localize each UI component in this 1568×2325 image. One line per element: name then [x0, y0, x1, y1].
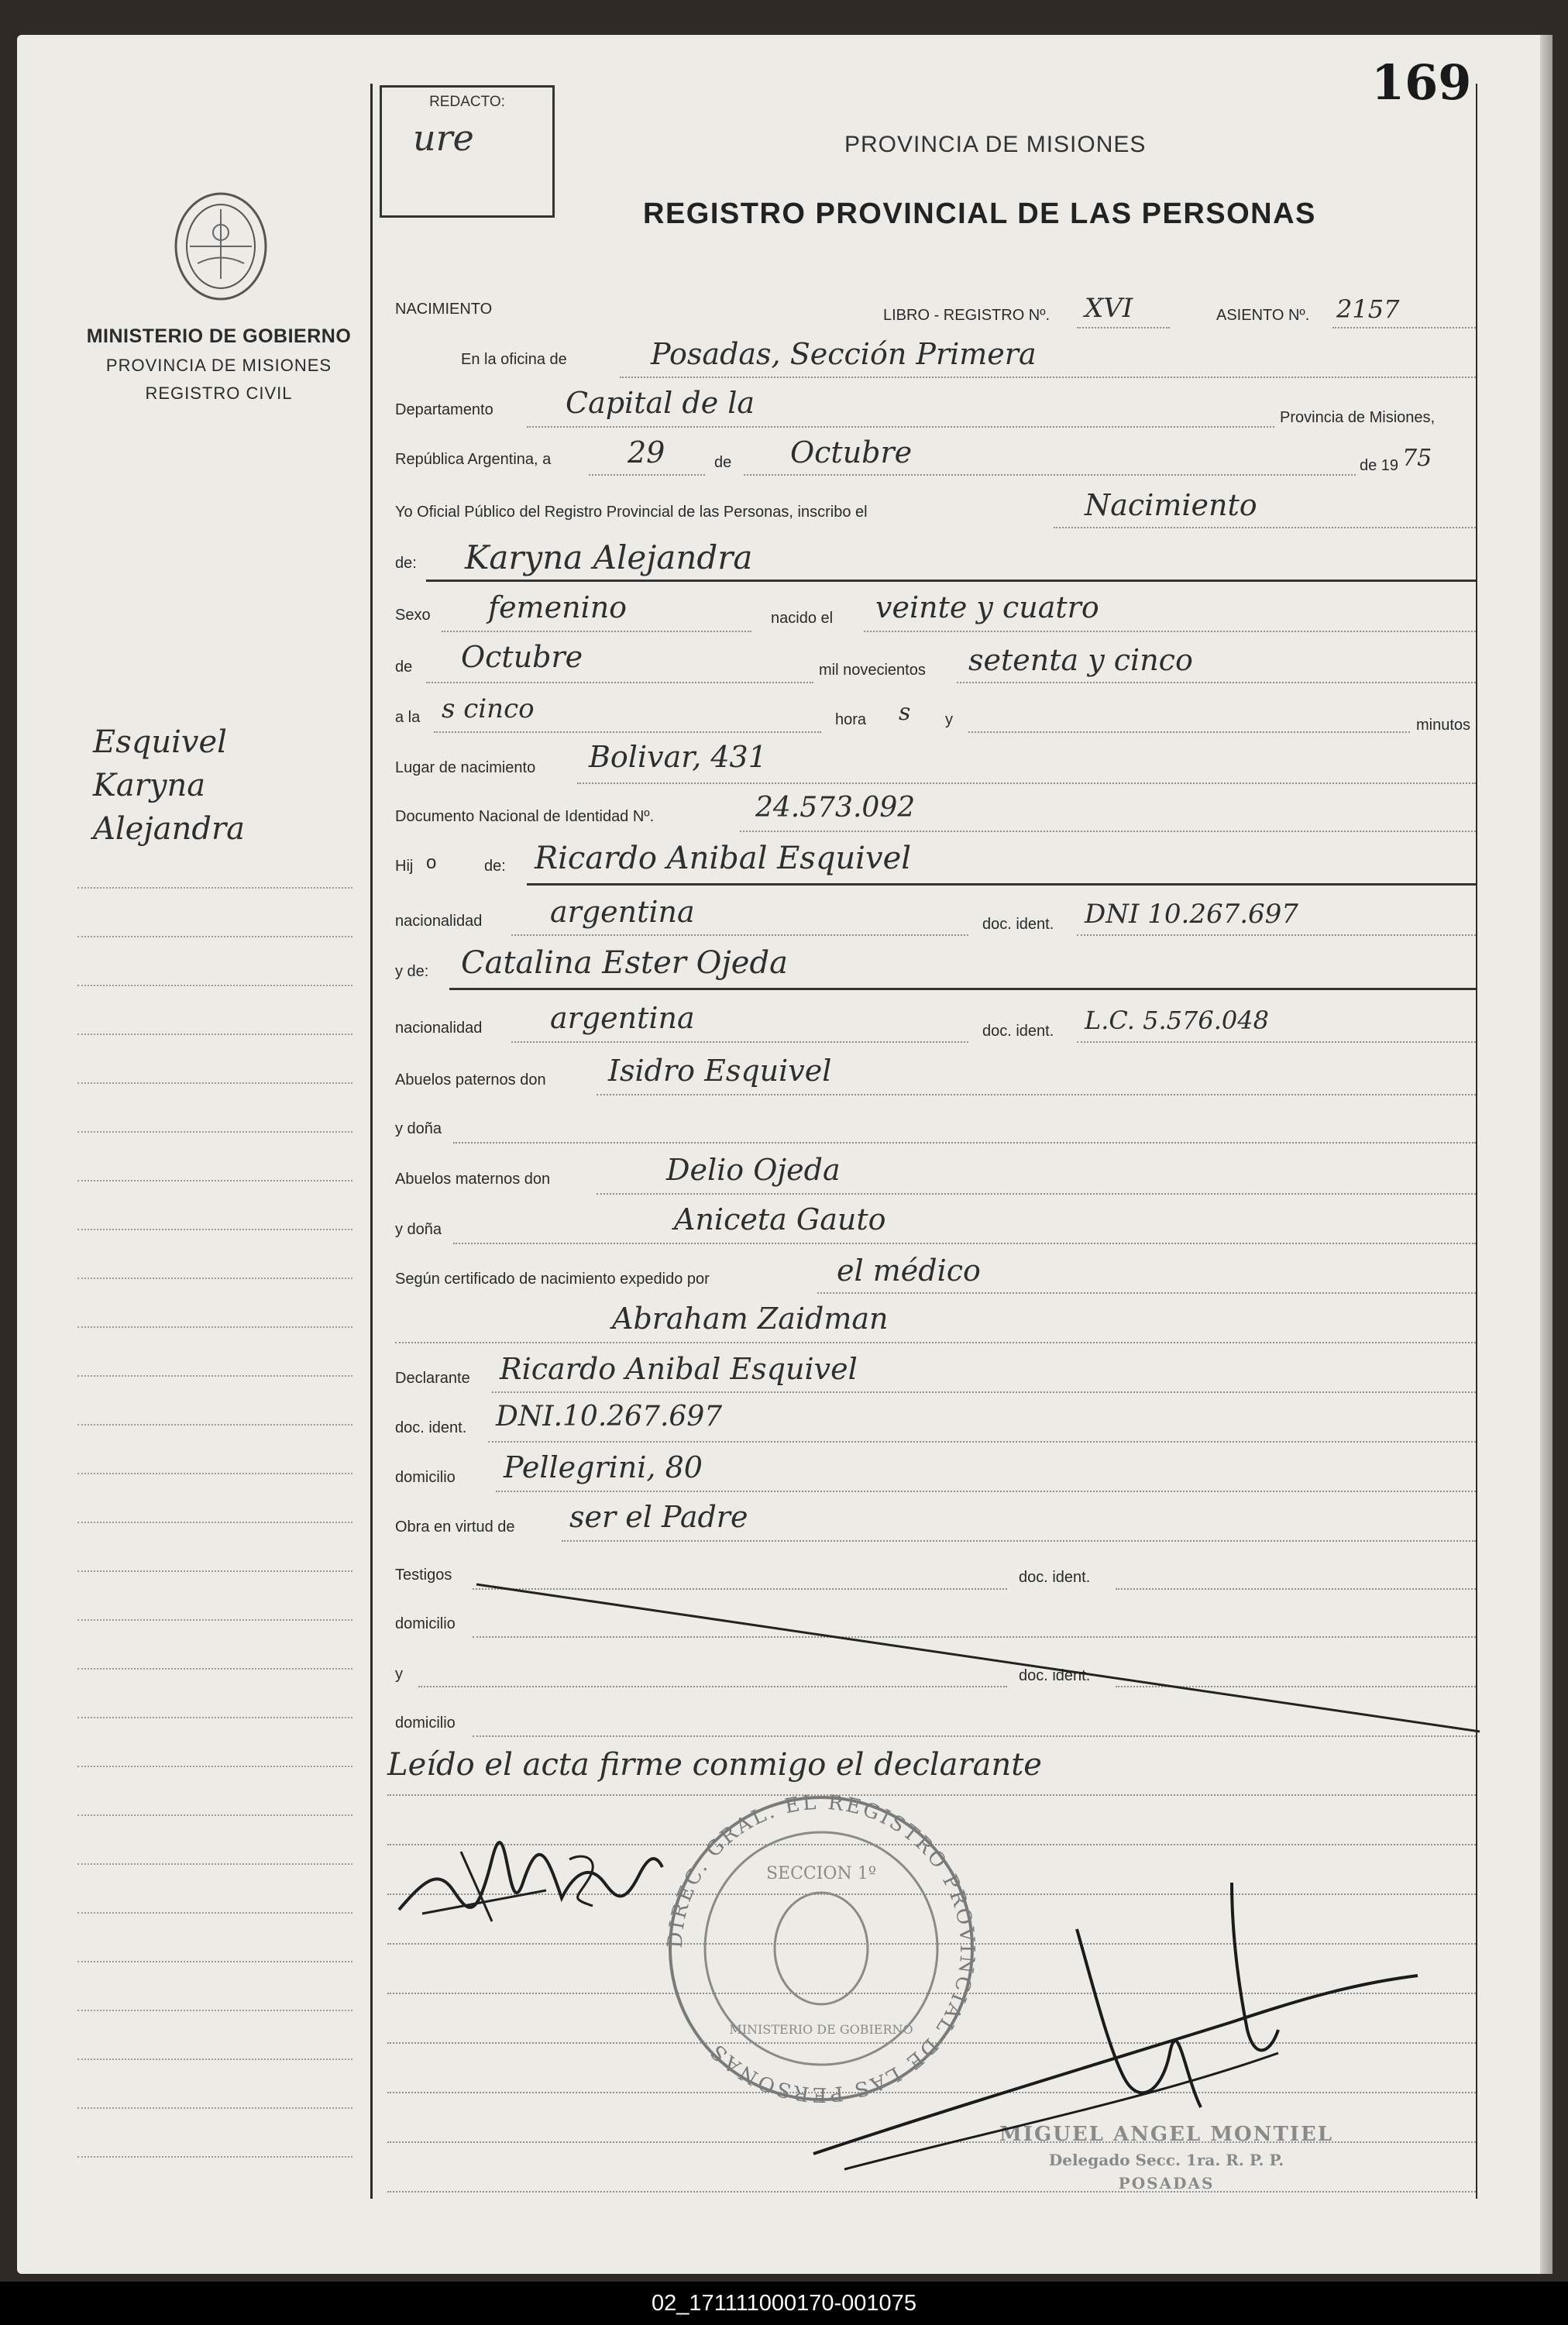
y-label: y [945, 711, 953, 728]
nacido-value: veinte y cuatro [875, 590, 1099, 624]
officer-signature [798, 1875, 1433, 2200]
redacto-label: REDACTO: [429, 94, 505, 110]
madre-line [449, 988, 1476, 990]
margin-rule-line [77, 1570, 352, 1572]
nacido-label: nacido el [771, 610, 834, 627]
domicilio-label: domicilio [395, 1469, 456, 1486]
hora-prefix-label: a la [395, 709, 421, 726]
provincia-label: Provincia de Misiones, [1280, 409, 1436, 426]
declarante-line [492, 1391, 1476, 1393]
margin-rule-line [77, 1619, 352, 1621]
padre-value: Ricardo Anibal Esquivel [535, 841, 912, 876]
margin-rule-line [77, 936, 352, 937]
redacto-box [380, 85, 555, 218]
asiento-value: 2157 [1336, 294, 1400, 324]
mil-label: mil novecientos [819, 662, 926, 679]
province-heading: PROVINCIA DE MISIONES [844, 132, 1147, 157]
docid-label-2: doc. ident. [982, 1023, 1054, 1040]
provincial-seal-icon [170, 186, 271, 302]
margin-rule-line [77, 1180, 352, 1181]
margin-rule-line [77, 1326, 352, 1328]
abuelos-paternos-dona-label: y doña [395, 1120, 442, 1137]
officer-city: POSADAS [1118, 2174, 1215, 2193]
margin-name-line: Esquivel [93, 724, 227, 760]
dni-label: Documento Nacional de Identidad Nº. [395, 808, 655, 825]
nacionalidad-value-1: argentina [550, 895, 695, 929]
testigos-label: Testigos [395, 1567, 452, 1584]
docid-line-1 [1077, 934, 1476, 936]
inscribo-line [1054, 527, 1476, 528]
docid-label-3: doc. ident. [395, 1419, 467, 1436]
margin-rule-line [77, 1961, 352, 1962]
margin-rule-line [77, 1082, 352, 1084]
de-label: de [714, 454, 732, 471]
dia-value: 29 [628, 435, 665, 469]
domicilio-label-3: domicilio [395, 1715, 456, 1732]
stamp-inner-text: SECCION 1º [765, 1864, 877, 1883]
abuelos-paternos-value: Isidro Esquivel [608, 1054, 832, 1088]
de-label-2: de: [395, 555, 417, 572]
image-id: 02_171111000170-001075 [652, 2291, 916, 2316]
obra-value: ser el Padre [569, 1500, 748, 1534]
docid-value-3: DNI.10.267.697 [496, 1401, 723, 1432]
abuelos-paternos-dona-line [453, 1142, 1476, 1144]
hora-mid: s [899, 699, 911, 726]
madre-value: Catalina Ester Ojeda [461, 945, 788, 981]
domicilio-line [496, 1491, 1476, 1492]
leido-text: Leído el acta firme conmigo el declarante [387, 1747, 1042, 1783]
docid-line-2 [1077, 1041, 1476, 1043]
nacionalidad-line-2 [511, 1041, 968, 1043]
abuelos-maternos-dona-line [453, 1243, 1476, 1244]
mes2-value: Octubre [461, 640, 583, 674]
ministry-province: PROVINCIA DE MISIONES [105, 356, 332, 375]
minutos-label: minutos [1416, 717, 1471, 734]
certificado-value-2: Abraham Zaidman [612, 1302, 889, 1336]
hijo-label: Hij [395, 858, 414, 875]
margin-name-line: Karyna [93, 768, 206, 803]
redacto-initials: ure [413, 117, 474, 159]
margin-rule-line [77, 2107, 352, 2109]
ministry-registry: REGISTRO CIVIL [145, 383, 293, 403]
madre-de-label: y de: [395, 963, 429, 980]
minutos-line [968, 731, 1410, 733]
libro-line [1077, 327, 1170, 328]
lugar-label: Lugar de nacimiento [395, 759, 536, 776]
anio-label: de 19 [1360, 457, 1399, 474]
abuelos-maternos-label: Abuelos maternos don [395, 1171, 551, 1188]
officer-title: Delegado Secc. 1ra. R. P. P. [1048, 2151, 1284, 2169]
declarante-label: Declarante [395, 1370, 470, 1387]
dia-line [589, 474, 705, 476]
registry-heading: REGISTRO PROVINCIAL DE LAS PERSONAS [643, 198, 1316, 230]
libro-label: LIBRO - REGISTRO Nº. [883, 307, 1050, 324]
abuelos-paternos-line [597, 1094, 1476, 1095]
margin-rule-line [77, 1229, 352, 1230]
margin-rule-line [77, 2156, 352, 2158]
stamp-ring-text: DIREC. GRAL. EL REGISTRO PROVINCIAL DE LAS PERSONAS [663, 1790, 979, 2107]
mil-value: setenta y cinco [968, 643, 1193, 677]
abuelos-maternos-line [597, 1193, 1476, 1195]
sexo-value: femenino [488, 590, 628, 624]
margin-rule-line [77, 887, 352, 889]
margin-rule-line [77, 1131, 352, 1133]
libro-value: XVI [1085, 293, 1133, 324]
domicilio-label-2: domicilio [395, 1615, 456, 1632]
oficina-line [620, 377, 1476, 378]
officer-name: MIGUEL ANGEL MONTIEL [999, 2123, 1334, 2146]
abuelos-paternos-label: Abuelos paternos don [395, 1071, 546, 1089]
margin-rule-line [77, 2058, 352, 2060]
docid-value-2: L.C. 5.576.048 [1085, 1006, 1269, 1035]
y-label-2: y [395, 1666, 403, 1683]
departamento-line [527, 426, 1274, 428]
nacionalidad-value-2: argentina [550, 1001, 695, 1035]
stamp-inner-bottom: MINISTERIO DE GOBIERNO [729, 2022, 913, 2037]
domicilio-line-3 [473, 1735, 1476, 1737]
docid-label-5: doc. ident. [1019, 1667, 1091, 1684]
asiento-label: ASIENTO Nº. [1216, 307, 1310, 324]
margin-rule-line [77, 1717, 352, 1718]
margin-rule-line [77, 2010, 352, 2011]
padre-de-label: de: [484, 858, 506, 875]
nacionalidad-label-1: nacionalidad [395, 913, 483, 930]
margin-rule-line [77, 1522, 352, 1523]
lugar-value: Bolivar, 431 [589, 740, 767, 774]
obra-label: Obra en virtud de [395, 1518, 515, 1536]
abuelos-maternos-dona-label: y doña [395, 1221, 442, 1238]
departamento-label: Departamento [395, 401, 493, 418]
nombre-value: Karyna Alejandra [465, 538, 753, 576]
docid-label-4: doc. ident. [1019, 1569, 1091, 1586]
hora-line [434, 731, 821, 733]
dni-value: 24.573.092 [755, 792, 916, 824]
certificado-value: el médico [837, 1254, 981, 1288]
docid-label-1: doc. ident. [982, 916, 1054, 933]
margin-rule-line [77, 1473, 352, 1474]
anio-value: 75 [1402, 445, 1432, 472]
nacionalidad-label-2: nacionalidad [395, 1020, 483, 1037]
dni-line [740, 831, 1476, 832]
margin-rule [370, 84, 373, 2199]
margin-name-line: Alejandra [93, 811, 245, 847]
margin-rule-line [77, 1424, 352, 1426]
witness-strike [473, 1580, 1487, 1735]
docid-value-1: DNI 10.267.697 [1085, 899, 1298, 930]
margin-rule-line [77, 1814, 352, 1816]
obra-line [562, 1540, 1476, 1542]
record-type-label: NACIMIENTO [395, 301, 493, 318]
mes-value: Octubre [790, 435, 913, 469]
mes-line [744, 474, 1356, 476]
ministry-block [85, 325, 352, 404]
asiento-line [1332, 327, 1476, 328]
nacionalidad-line-1 [511, 934, 968, 936]
margin-rule-line [77, 1034, 352, 1035]
inscribo-value: Nacimiento [1085, 488, 1257, 522]
nacido-line [864, 631, 1476, 632]
margin-rule-line [77, 1912, 352, 1914]
inscribo-label: Yo Oficial Público del Registro Provincial de las Personas, inscribo el [395, 504, 868, 521]
page-edge [1540, 35, 1553, 2274]
right-rule [1476, 84, 1477, 2199]
oficina-label: En la oficina de [461, 351, 567, 368]
abuelos-maternos-value: Delio Ojeda [666, 1153, 841, 1187]
sexo-line [442, 631, 751, 632]
image-id-bar [0, 2282, 1568, 2325]
margin-rule-line [77, 1668, 352, 1670]
republica-label: República Argentina, a [395, 451, 552, 468]
padre-line [527, 883, 1476, 886]
hora-label: hora [835, 711, 867, 728]
declarante-value: Ricardo Anibal Esquivel [500, 1352, 858, 1386]
declarant-signature [391, 1836, 693, 1937]
docid-line-3 [488, 1441, 1476, 1443]
certificado-label: Según certificado de nacimiento expedido por [395, 1271, 710, 1288]
certificado-line-2 [395, 1342, 1476, 1343]
sexo-label: Sexo [395, 607, 431, 624]
lugar-line [577, 782, 1476, 784]
mes2-line [426, 682, 813, 683]
departamento-value: Capital de la [566, 386, 755, 420]
oficina-value: Posadas, Sección Primera [651, 337, 1037, 371]
ministry-name: MINISTERIO DE GOBIERNO [86, 325, 352, 347]
certificado-line [817, 1292, 1476, 1294]
mil-line [957, 682, 1476, 683]
hora-value: s cinco [442, 693, 535, 724]
margin-annotation [93, 724, 245, 855]
nombre-line [426, 580, 1476, 582]
margin-rule-line [77, 1863, 352, 1865]
margin-rule-line [77, 1375, 352, 1377]
de-label-3: de [395, 659, 413, 676]
margin-rule-line [77, 985, 352, 986]
abuelos-maternos-dona-value: Aniceta Gauto [674, 1202, 886, 1236]
page-number: 169 [1371, 54, 1472, 111]
margin-rule-line [77, 1278, 352, 1279]
hijo-value: o [426, 852, 437, 873]
domicilio-value: Pellegrini, 80 [504, 1450, 703, 1484]
margin-rule-line [77, 1766, 352, 1767]
